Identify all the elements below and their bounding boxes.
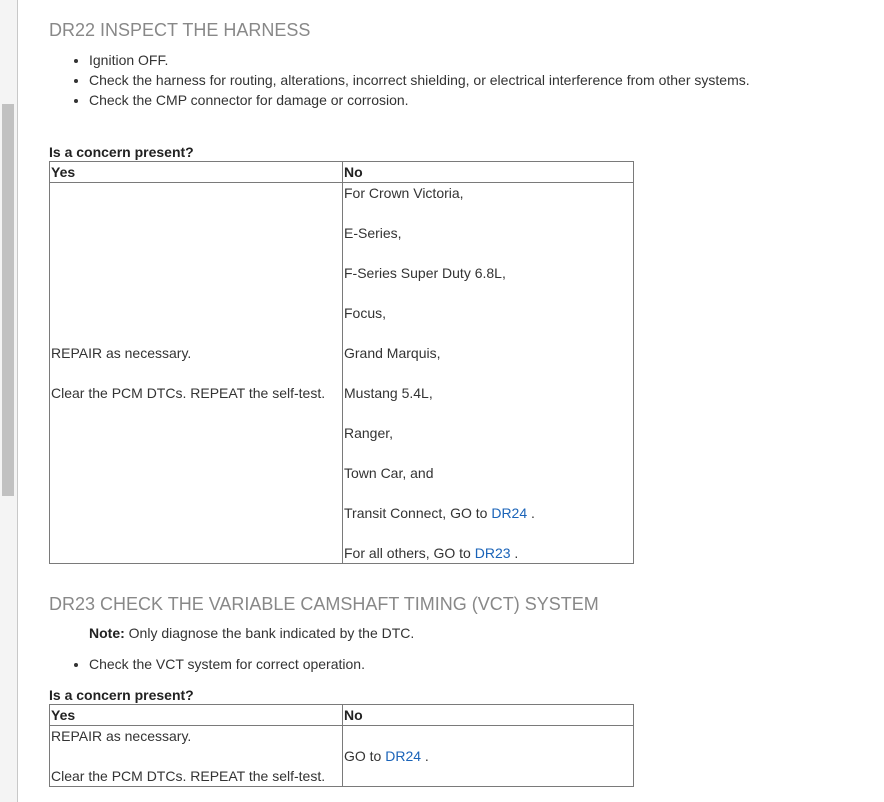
list-item: • Check the CMP connector for damage or corrosion. — [89, 90, 769, 110]
link-suffix: . — [527, 505, 535, 521]
link-dr24[interactable]: DR24 — [491, 505, 528, 521]
yes-header: Yes — [50, 162, 343, 183]
link-prefix: Transit Connect, GO to — [344, 505, 492, 521]
answer-table-dr23 — [49, 704, 634, 787]
yes-cell — [50, 183, 343, 564]
link-dr23[interactable]: DR23 — [474, 545, 511, 561]
link-prefix: For all others, GO to — [344, 545, 475, 561]
no-line: Focus, — [344, 305, 387, 321]
no-cell — [343, 183, 634, 564]
yes-cell — [50, 726, 343, 787]
list-item: • Check the VCT system for correct operation. — [89, 654, 769, 674]
answer-table-dr22 — [49, 161, 634, 564]
list-item: • Ignition OFF. — [89, 50, 769, 70]
scrollbar-thumb[interactable] — [2, 104, 14, 496]
yes-line: Clear the PCM DTCs. REPEAT the self-test. — [51, 385, 326, 401]
note-dr23 — [89, 623, 414, 643]
note-label: Note: — [89, 625, 125, 641]
no-line: Ranger, — [344, 425, 394, 441]
no-line: For Crown Victoria, — [344, 185, 464, 201]
no-line: F-Series Super Duty 6.8L, — [344, 265, 506, 281]
yes-line: REPAIR as necessary. — [51, 728, 192, 744]
yes-header: Yes — [50, 705, 343, 726]
question-dr23: Is a concern present? — [49, 687, 194, 703]
vertical-scrollbar[interactable] — [0, 0, 18, 802]
yes-line: Clear the PCM DTCs. REPEAT the self-test. — [51, 768, 326, 784]
link-prefix: GO to — [344, 748, 386, 764]
link-suffix: . — [421, 748, 429, 764]
table-header-row — [50, 705, 634, 726]
note-text: Only diagnose the bank indicated by the DTC. — [124, 625, 415, 641]
link-dr24[interactable]: DR24 — [385, 748, 422, 764]
no-line-transit — [344, 505, 535, 521]
no-line: Grand Marquis, — [344, 345, 441, 361]
section-title-dr23: DR23 CHECK THE VARIABLE CAMSHAFT TIMING (VCT) SYSTEM — [49, 594, 599, 614]
no-line-others — [344, 545, 518, 561]
no-line: E-Series, — [344, 225, 402, 241]
no-line: Town Car, and — [344, 465, 434, 481]
table-row — [50, 726, 634, 787]
list-item: • Check the harness for routing, alterations, incorrect shielding, or electrical interference from other systems. — [89, 70, 769, 90]
bullet-list-dr23 — [49, 654, 769, 674]
no-cell — [343, 726, 634, 787]
section-title-dr22: DR22 INSPECT THE HARNESS — [49, 20, 311, 40]
no-line: Mustang 5.4L, — [344, 385, 433, 401]
table-header-row — [50, 162, 634, 183]
table-row — [50, 183, 634, 564]
yes-line: REPAIR as necessary. — [51, 345, 192, 361]
link-suffix: . — [510, 545, 519, 561]
no-header: No — [343, 705, 634, 726]
no-header: No — [343, 162, 634, 183]
bullet-list-dr22 — [49, 50, 769, 110]
question-dr22: Is a concern present? — [49, 144, 194, 160]
